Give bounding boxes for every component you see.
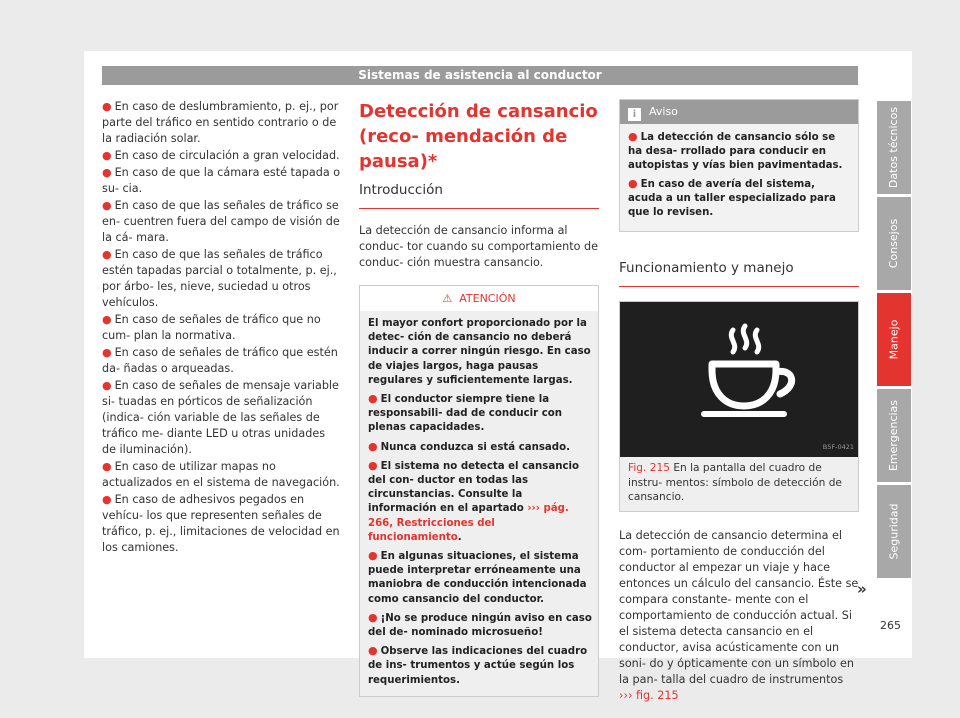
section-subtitle: Introducción	[359, 182, 599, 209]
list-item: ● En caso de deslumbramiento, p. ej., por parte del tráfico en sentido contrario o de la radiación solar.	[102, 100, 339, 145]
list-item: ● En caso de utilizar mapas no actualizados en el sistema de navegación.	[102, 460, 340, 489]
column-left	[102, 99, 342, 557]
bullet-icon: ●	[102, 379, 112, 392]
body-paragraph: La detección de cansancio determina el com- portamiento de conducción del conductor al empezar un viaje y hace entonces un cálculo del cansancio. Éste se compara constante- mente con el comportamiento de conducción actual. Si el sistema detecta cansancio en el conductor, avisa acústicamente con un soni- do y ópticamente con un símbolo en la pan- talla del cuadro de instrumentos ››› fig. 215	[619, 528, 859, 702]
list-item: ● En caso de que la cámara esté tapada o su- cia.	[102, 166, 341, 195]
tab-datos-tecnicos[interactable]: Datos técnicos	[877, 101, 911, 194]
list-item: ● En caso de adhesivos pegados en vehícu- los que representen señales de tráfico, p. ej., limitaciones de velocidad en los camiones.	[102, 493, 340, 554]
list-item: ● En caso de que las señales de tráfico estén tapadas parcial o totalmente, p. ej., por árbo- les, nieve, suciedad u otros vehículos.	[102, 248, 337, 309]
list-item: ● En caso de circulación a gran velocidad.	[102, 149, 340, 162]
bullet-icon: ●	[102, 493, 112, 506]
figure	[619, 301, 859, 512]
section-subtitle: Funcionamiento y manejo	[619, 260, 859, 287]
info-icon: i	[628, 108, 641, 121]
bullet-icon: ●	[102, 313, 112, 326]
note-item: ● En caso de avería del sistema, acuda a un taller especializado para que lo revisen.	[628, 176, 836, 219]
bullet-icon: ●	[102, 248, 112, 261]
warning-icon: ⚠	[442, 292, 453, 305]
page-header: Sistemas de asistencia al conductor	[102, 66, 858, 85]
note-label: Aviso	[649, 105, 678, 118]
column-middle	[359, 99, 599, 697]
bullet-icon: ●	[368, 458, 378, 472]
bullet-icon: ●	[628, 130, 638, 143]
bullet-icon: ●	[368, 549, 378, 563]
tab-emergencias[interactable]: Emergencias	[877, 389, 911, 482]
warning-body	[360, 311, 598, 696]
bullet-icon: ●	[102, 199, 112, 212]
note-item: ● La detección de cansancio sólo se ha desa- rrollado para conducir en autopistas y vías bien pavimentadas.	[628, 130, 843, 172]
bullet-icon: ●	[102, 100, 112, 113]
bullet-icon: ●	[102, 166, 112, 179]
list-item: ● En caso de que las señales de tráfico se en- cuentren fuera del campo de visión de la cá- mara.	[102, 199, 340, 244]
warning-item: ● En algunas situaciones, el sistema puede interpretar erróneamente una maniobra de conducción intencionada como cansancio del conductor.	[368, 549, 587, 605]
page-reference-link[interactable]: ››› pág. 266, Restricciones del funcionamiento	[368, 503, 569, 543]
warning-item: ● Nunca conduzca si está cansado.	[368, 439, 570, 453]
figure-reference-link[interactable]: ››› fig. 215	[619, 688, 679, 702]
bullet-icon: ●	[368, 439, 378, 453]
bullet-icon: ●	[102, 149, 112, 162]
bullet-icon: ●	[368, 610, 378, 624]
intro-paragraph: La detección de cansancio informa al conduc- tor cuando su comportamiento de conduc- ción muestra cansancio.	[359, 224, 599, 269]
tab-manejo[interactable]: Manejo	[877, 293, 911, 386]
figure-image	[620, 302, 858, 457]
warning-item: ● El conductor siempre tiene la responsabili- dad de conducir con plenas capacidades.	[368, 392, 563, 434]
warning-item: ● Observe las indicaciones del cuadro de ins- trumentos y actúe según los requerimientos.	[368, 644, 588, 686]
warning-lead: El mayor confort proporcionado por la detec- ción de cansancio no deberá inducir a correr ningún riesgo. En caso de viajes largos, haga pausas regulares y suficientemente largas.	[368, 318, 591, 386]
bullet-icon: ●	[102, 460, 112, 473]
section-tabs	[877, 101, 911, 581]
bullet-icon: ●	[368, 392, 378, 406]
coffee-cup-icon	[620, 302, 858, 457]
tab-seguridad[interactable]: Seguridad	[877, 485, 911, 578]
warning-item: ● ¡No se produce ningún aviso en caso del de- nominado microsueño!	[368, 610, 592, 639]
figure-label: Fig. 215	[628, 462, 670, 475]
list-item: ● En caso de señales de tráfico que no cum- plan la normativa.	[102, 313, 321, 342]
page-number: 265	[880, 619, 901, 632]
warning-label: ATENCIÓN	[459, 292, 516, 305]
tab-consejos[interactable]: Consejos	[877, 197, 911, 290]
bullet-icon: ●	[368, 644, 378, 658]
list-item: ● En caso de señales de tráfico que estén da- ñadas o arqueadas.	[102, 346, 338, 375]
figure-code: B5F-0421	[822, 443, 854, 452]
continue-mark: »	[857, 580, 867, 598]
figure-caption: Fig. 215 En la pantalla del cuadro de instru- mentos: símbolo de detección de cansancio.	[620, 457, 858, 511]
warning-header	[360, 286, 598, 311]
note-box	[619, 99, 859, 232]
bullet-icon: ●	[102, 346, 112, 359]
bullet-icon: ●	[628, 176, 638, 190]
column-right	[619, 99, 859, 718]
section-title: Detección de cansancio (reco- mendación de pausa)*	[359, 101, 598, 172]
warning-box	[359, 285, 599, 697]
list-item: ● En caso de señales de mensaje variable si- tuadas en pórticos de señalización (indica- ción variable de las señales de tráfico me- diante LED u otras unidades de iluminación).	[102, 379, 339, 456]
warning-item: ● El sistema no detecta el cansancio del con- ductor en todas las circunstancias. Consulte la información en el apartado ››› pág. 266, Restricciones del funcionamiento.	[368, 458, 579, 543]
note-body	[620, 124, 858, 231]
note-header	[620, 100, 858, 124]
